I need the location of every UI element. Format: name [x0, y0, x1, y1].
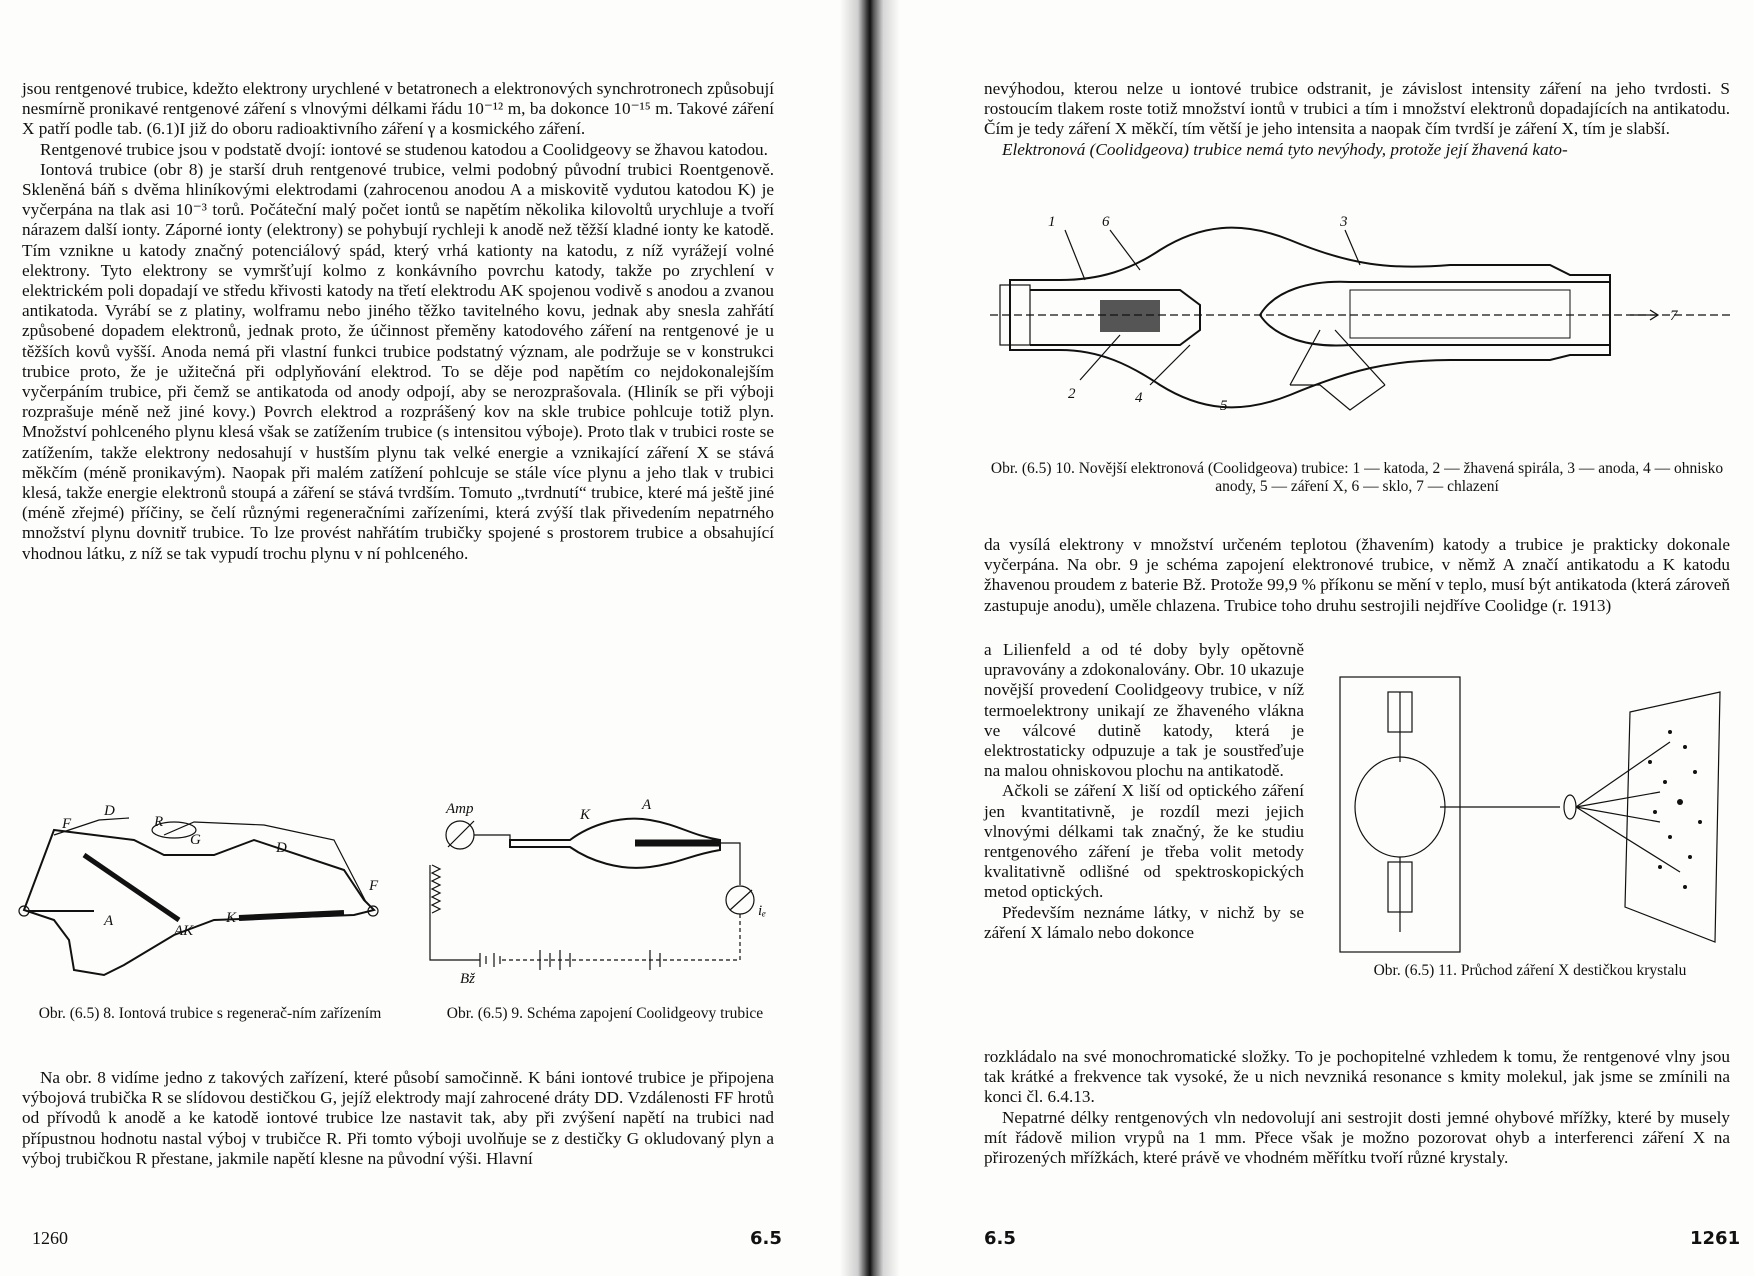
fig9-label: A — [642, 797, 652, 813]
paragraph: a Lilienfeld a od té doby byly opětovně upravovány a zdokonalovány. Obr. 10 ukazuje novější provedení Coolidgeovy trubice, v níž termoelektrony unikají ze žhaveného vlákna ve válcové dutině katody, která je elektrostaticky odpuzuje a tak je soustřeďuje na malou ohniskovou plochu na antikatodě. — [984, 640, 1304, 781]
ammeter-needle — [448, 821, 474, 847]
fig9-label: iₑ — [758, 903, 767, 919]
fig8-label: D — [104, 803, 115, 819]
transformer-coil — [432, 865, 440, 913]
fig8-label: F — [62, 816, 72, 832]
filament-spiral — [1100, 300, 1160, 332]
fig8-label: R — [154, 814, 164, 830]
fig10-label: 6 — [1102, 214, 1110, 230]
anode-lead — [720, 843, 740, 885]
fig8-label: G — [190, 832, 201, 848]
page-number-right: 1261 — [1690, 1228, 1741, 1249]
figure-9-caption: Obr. (6.5) 9. Schéma zapojení Coolidgeovy trubice — [446, 1005, 764, 1022]
tube-bulb — [1355, 757, 1445, 857]
cathode-electrode — [239, 913, 344, 918]
fig10-label: 3 — [1340, 214, 1348, 230]
section-number-left: 6.5 — [750, 1228, 782, 1249]
fig9-label: Bž — [460, 971, 475, 985]
paragraph: Rentgenové trubice jsou v podstatě dvojí: iontové se studenou katodou a Coolidgeovy se žhavou katodou. — [40, 139, 768, 159]
fig8-label: D — [276, 840, 287, 856]
paragraph: da vysílá elektrony v množství určeném teplotou (žhavením) katody a trubice je prakticky dokonale vyčerpána. Na obr. 9 je schéma zapojení elektronové trubice, v němž A značí antikatodu a K katodu žhavenou proudem z baterie Bž. Protože 99,9 % příkonu se mění v teplo, musí být antikatoda (která zároveň zastupuje anodu), uměle chlazena. Trubice toho druhu sestrojili nejdříve Coolidge (r. 1913) — [984, 535, 1730, 615]
fig9-label: Amp — [446, 801, 474, 817]
paragraph: Iontová trubice (obr 8) je starší druh rentgenové trubice, velmi podobný původní trubici Roentgenově. Skleněná báň s dvěma hliníkovými elektrodami (zahrocenou anodou A a miskovitě vydutou katodou K) je vyčerpána na tlak asi 10⁻³ torů. Počáteční malý počet iontů se napětím několika kilovoltů urychluje a tvoří nárazem další ionty. Záporné ionty (elektrony) se pohybují rychleji k anodě než těžší kladné ionty ke katodě. Tím vznikne u katody značný potenciálový spád, který vrhá kationty na katodu, z níž vyrážejí volné elektrony. Tyto elektrony se vymršťují kolmo z konkávního povrchu katody, takže po zrychlení v elektrickém poli dopadají ve středu křivosti katody na třetí elektrodu AK spojenou vodivě s anodou a zvanou antikatoda. Vyrábí se z platiny, wolframu nebo jiného těžko tavitelného kovu, jednak aby snesla zahřátí způsobené dopadem elektronů, jednak proto, že účinnost přeměny katodového záření na rentgenové je u těžších kovů vyšší. Anoda nemá při vlastní funkci trubice podstatný význam, ale podržuje se v konstrukci trubice proto, že je užitečná při odplyňování elektrod. To se děje pod napětím co nejdokonalejším vyčerpáním trubice, při čemž se antikatoda od anody odpojí, aby se nerozprašovala. (Hliník se při výboji rozprašuje méně než jiné kovy.) Povrch elektrod a rozprášený kov na skle trubice pohlcuje totiž plyn. Množství pohlceného plynu klesá však se zatížením trubice (s intensitou výboje). Proto tlak v trubici roste se zatížením, takže elektrony nedosahují v hustším plynu tak velké energie a vznikající záření X se stává měkčím (méně pronikavým). Naopak při malém zatížení pohlcuje se stále více plynu a jeho tlak v trubici klesá, takže energie elektronů stoupá a záření se stává tvrdším. Tomuto „tvrdnutí“ trubice, které má ještě jiné (méně zřejmé) příčiny, se čelí různými regeneračními zařízeními, která zvýší tlak přivedením nepatrného množství plynu dovnitř trubice. To lze provést nahřátím trubičky spojené s prostorem trubice a obsahující vhodnou látku, z níž se tak vypudí trochu plynu v ní pohlceného. — [22, 159, 774, 563]
label-leader — [1080, 335, 1120, 380]
galvanometer-needle — [730, 890, 752, 910]
fig8-label: K — [226, 910, 237, 926]
battery-bz — [480, 950, 660, 970]
figure-10-coolidge-tube — [990, 210, 1740, 450]
photographic-screen — [1625, 692, 1720, 942]
anode-body — [1260, 282, 1610, 346]
crystal-plate — [1564, 795, 1576, 819]
cooling-arrow — [1630, 310, 1658, 320]
anode-interior — [1350, 290, 1570, 338]
book-gutter — [840, 0, 900, 1276]
fig9-label: K — [580, 807, 591, 823]
figure-9-coolidge-circuit — [420, 795, 800, 985]
fig10-label: 5 — [1220, 398, 1228, 414]
heater-circuit-wire — [430, 835, 510, 960]
fig10-label: 2 — [1068, 386, 1076, 402]
regeneration-wires — [54, 818, 366, 902]
fig10-label: 7 — [1670, 308, 1678, 324]
paragraph: Na obr. 8 vidíme jedno z takových zařízení, které působí samočinně. K báni iontové trubice je připojena výbojová trubička R se slídovou destičkou G, jejíž elektrody mají zahrocené dráty DD. Vzdálenosti FF hrotů od přívodů k anodě a ke katodě iontové trubice lze nastavit tak, aby při zvýšení napětí na trubici nad přípustnou hodnotu nastal výboj v trubičce R. Při tomto výboji uvolňuje se z destičky G okludovaný plyn a výboj trubičkou R přestane, jakmile napětí klesne na původní výši. Hlavní — [22, 1068, 774, 1168]
right-middle-text — [984, 535, 1730, 616]
label-leader — [1150, 345, 1190, 385]
paragraph: Elektronová (Coolidgeova) trubice nemá tyto nevýhody, protože její žhavená kato- — [1002, 139, 1568, 159]
fig8-label: A — [104, 913, 114, 929]
paragraph: jsou rentgenové trubice, kdežto elektrony urychlené v betatronech a elektronových synchrotronech způsobují nesmírně pronikavé rentgenové záření s vlnovými délkami řádu 10⁻¹² m, ba dokonce 10⁻¹⁵ m. Takové záření X patří podle tab. (6.1)I již do oboru radioaktivního záření γ a kosmického záření. — [22, 79, 774, 139]
page-number-left: 1260 — [32, 1228, 68, 1248]
paragraph: Především neznáme látky, v nichž by se záření X lámalo nebo dokonce — [984, 902, 1304, 942]
figure-10-caption: Obr. (6.5) 10. Novější elektronová (Coolidgeova) trubice: 1 — katoda, 2 — žhavená spirála, 3 — anoda, 4 — ohnisko anody, 5 — záření X, 6 — sklo, 7 — chlazení — [990, 460, 1724, 495]
paragraph: rozkládalo na své monochromatické složky. To je pochopitelné vzhledem k tomu, že rentgenové vlny jsou tak krátké a frekvence tak vysoké, že u nich nevzniká resonance s kmity molekul, jak jsme se zmínili na konci čl. 6.4.13. — [984, 1047, 1730, 1107]
left-main-text — [22, 79, 774, 564]
paragraph: nevýhodou, kterou nelze u iontové trubice odstranit, je závislost intensity záření na jeho tvrdosti. S rostoucím tlakem roste totiž množství iontů v trubici a tím i množství elektronů dopadajících na antikatodu. Čím je tedy záření X měkčí, tím větší je jeho intensita a naopak čím tvrdší je záření X, tím je slabší. — [984, 79, 1730, 139]
section-number-right: 6.5 — [984, 1228, 1016, 1249]
left-bottom-text — [22, 1068, 774, 1169]
fig8-label: AK — [174, 923, 194, 939]
fig10-label: 4 — [1135, 390, 1143, 406]
fig10-label: 1 — [1048, 214, 1056, 230]
anticathode — [84, 855, 179, 920]
paragraph: Nepatrné délky rentgenových vln nedovolují ani sestrojit dosti jemné ohybové mřížky, které by musely mít řádově milion vrypů na 1 mm. Přece však je možno pozorovat ohyb a interferenci záření X na přirozených mřížkách, které právě ve vhodném měřítku tvoří různé krystaly. — [984, 1107, 1730, 1168]
paragraph: Ačkoli se záření X liší od optického záření jen kvantitativně, je rozdíl mezi jejich vlnovými délkami tak značný, že ke studiu rentgenového záření je třeba volit metody kvalitativně odlišné od spektroskopických metod optických. — [984, 781, 1304, 902]
figure-8-ion-tube — [14, 800, 394, 990]
ion-tube-bulb — [24, 830, 374, 975]
figure-8-caption: Obr. (6.5) 8. Iontová trubice s regenerač-ním zařízením — [38, 1005, 382, 1022]
right-top-text — [984, 79, 1730, 160]
fig8-label: F — [369, 878, 379, 894]
laue-spots — [1648, 730, 1702, 889]
right-narrow-text — [984, 640, 1304, 943]
figure-11-crystal-diffraction — [1330, 672, 1730, 962]
high-voltage-wire — [500, 914, 740, 960]
label-leader — [1065, 230, 1085, 280]
figure-11-caption: Obr. (6.5) 11. Průchod záření X destičkou krystalu — [1373, 962, 1687, 979]
label-leader — [1110, 230, 1140, 270]
right-bottom-text — [984, 1047, 1730, 1168]
